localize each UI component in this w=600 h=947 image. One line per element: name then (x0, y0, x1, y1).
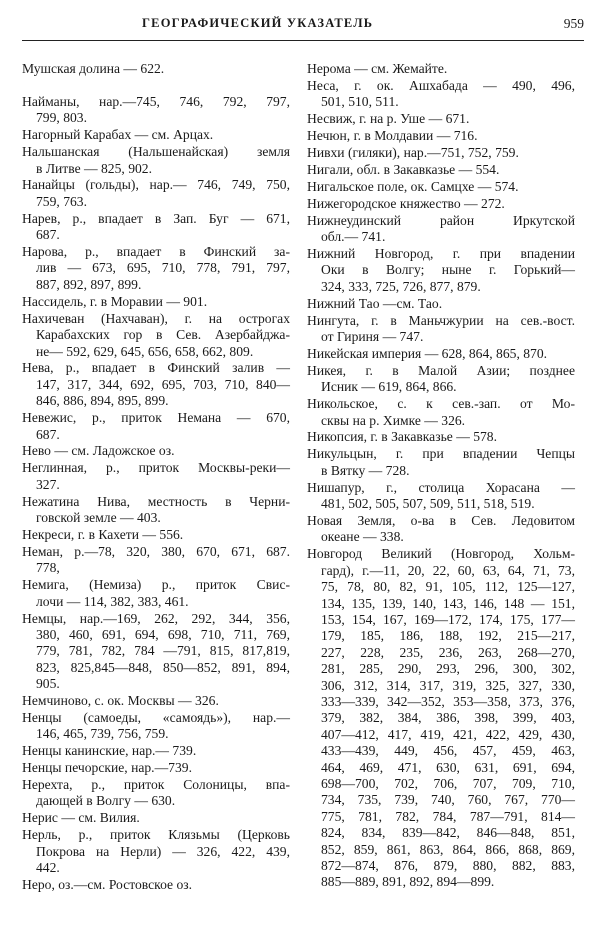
entry-headline: Нингута, г. в Маньчжурии на сев.-вост. (307, 312, 575, 328)
entry-continuation: 153, 154, 167, 169—172, 174, 175, 177— (321, 611, 575, 627)
entry-continuation: гард), г.—11, 20, 22, 60, 63, 64, 71, 73, (321, 562, 575, 578)
entry-continuation: 846, 886, 894, 895, 899. (36, 393, 169, 409)
entry-headline: Нишапур, г., столица Хорасана — (307, 479, 575, 495)
index-entry (22, 810, 290, 826)
index-entry (22, 144, 290, 177)
entry-continuation: 324, 333, 725, 726, 877, 879. (321, 278, 481, 294)
entry-continuation: дающей в Волгу — 630. (36, 793, 176, 809)
entry-headline: Невежис, р., приток Немана — 670, (22, 410, 290, 426)
entry-headline: Неглинная, р., приток Москвы-реки— (22, 460, 290, 476)
entry-headline: Нижнеудинский район Иркутской (307, 212, 575, 228)
index-entry (307, 111, 575, 127)
entry-continuation: Исник — 619, 864, 866. (321, 379, 457, 395)
left-column (22, 61, 290, 894)
index-entry (307, 162, 575, 178)
entry-continuation: от Гириня — 747. (321, 329, 424, 344)
index-entry (307, 313, 575, 346)
entry-headline: Несвиж, г. на р. Уше — 671. (307, 111, 470, 127)
index-entry (307, 179, 575, 195)
entry-continuation: 734, 735, 739, 740, 760, 767, 770— (321, 792, 575, 808)
entry-continuation: 134, 135, 139, 140, 143, 146, 148 — 151, (321, 595, 575, 611)
index-entry (307, 246, 575, 295)
index-entry (22, 127, 290, 143)
index-entry (22, 360, 290, 409)
entry-headline: Никейская империя — 628, 864, 865, 870. (307, 345, 548, 361)
right-column (307, 61, 575, 891)
entry-continuation: 823, 825,845—848, 850—852, 891, 894, (36, 659, 290, 675)
entry-continuation: 885—889, 891, 892, 894—899. (321, 874, 495, 890)
entry-headline: Нанайцы (гольды), нар.— 746, 749, 750, (22, 177, 290, 193)
entry-continuation: 778, (36, 560, 60, 576)
entry-headline: Нерис — см. Вилия. (22, 810, 140, 826)
entry-headline: Никопсия, г. в Закавказье — 578. (307, 429, 497, 445)
entry-headline: Нивхи (гиляки), нар.—751, 752, 759. (307, 145, 519, 161)
entry-continuation: 698—700, 702, 706, 707, 709, 710, (321, 775, 575, 791)
entry-continuation: 327. (36, 476, 60, 492)
index-entry (22, 877, 290, 893)
index-entry (22, 611, 290, 693)
entry-headline: Ненцы печорские, нар.—739. (22, 760, 192, 776)
entry-headline: Ненцы канинские, нар.— 739. (22, 743, 197, 759)
entry-headline: Нарев, р., впадает в Зап. Буг — 671, (22, 210, 290, 226)
index-entry (22, 311, 290, 360)
entry-continuation: обл.— 741. (321, 229, 386, 245)
index-entry (307, 196, 575, 212)
entry-continuation: 799, 803. (36, 110, 87, 126)
entry-continuation: 379, 382, 384, 386, 398, 399, 403, (321, 710, 575, 726)
index-entry (307, 546, 575, 891)
index-entry (307, 128, 575, 144)
entry-continuation: 442. (36, 860, 60, 876)
entry-continuation: 147, 317, 344, 692, 695, 703, 710, 840— (36, 376, 290, 392)
entry-headline: Немчиново, с. ок. Москвы — 326. (22, 693, 219, 709)
entry-headline: Нагорный Карабах — см. Арцах. (22, 127, 214, 143)
entry-continuation: 179, 185, 186, 188, 192, 215—217, (321, 628, 575, 644)
entry-continuation: 306, 312, 314, 317, 319, 325, 327, 330, (321, 677, 575, 693)
entry-continuation: 687. (36, 426, 60, 442)
index-entry (307, 296, 575, 312)
entry-headline: Мушская долина — 622. (22, 61, 165, 76)
entry-headline: Нахичеван (Нахчаван), г. на острогах (22, 310, 290, 326)
index-entry (22, 760, 290, 776)
running-header (22, 12, 584, 41)
index-entry (22, 410, 290, 443)
entry-continuation: 380, 460, 691, 694, 698, 710, 711, 769, (36, 626, 290, 642)
entry-headline: Нижний Новгород, г. при впадении (307, 245, 575, 261)
index-entry (307, 363, 575, 396)
index-entry (22, 743, 290, 759)
index-entry (22, 777, 290, 810)
entry-continuation: в Литве — 825, 902. (36, 160, 152, 176)
index-entry (307, 480, 575, 513)
entry-headline: Нальшанская (Нальшенайская) земля (22, 144, 290, 160)
index-entry (307, 78, 575, 111)
entry-headline: Новая Земля, о-ва в Сев. Ледовитом (307, 512, 575, 528)
index-entry (307, 145, 575, 161)
index-entry (307, 61, 575, 77)
entry-headline: Немцы, нар.—169, 262, 292, 344, 356, (22, 610, 290, 626)
entry-headline: Неса, г. ок. Ашхабада — 490, 496, (307, 77, 575, 93)
index-entry (307, 346, 575, 362)
entry-headline: Нерома — см. Жемайте. (307, 61, 448, 76)
entry-continuation: 281, 285, 290, 293, 296, 300, 302, (321, 661, 575, 677)
entry-headline: Новгород Великий (Новгород, Хольм- (307, 546, 575, 562)
entry-continuation: не— 592, 629, 645, 656, 658, 662, 809. (36, 343, 254, 359)
entry-continuation: 75, 78, 80, 82, 91, 105, 112, 125—127, (321, 579, 575, 595)
entry-continuation: 687. (36, 227, 60, 243)
index-entry (22, 177, 290, 210)
index-entry (22, 61, 290, 77)
entry-continuation: 872—874, 876, 879, 880, 882, 883, (321, 858, 575, 873)
entry-headline: Найманы, нар.—745, 746, 792, 797, (22, 93, 290, 109)
entry-continuation: Оки в Волгу; ныне г. Горький— (321, 262, 575, 278)
entry-continuation: сквы на р. Химке — 326. (321, 412, 466, 428)
entry-continuation: Покрова на Нерли) — 326, 422, 439, (36, 843, 290, 859)
entry-headline: Неман, р.—78, 320, 380, 670, 671, 687. (22, 543, 290, 559)
entry-headline: Нева, р., впадает в Финский залив — (22, 360, 290, 376)
entry-headline: Никульцын, г. при впадении Чепцы (307, 446, 575, 462)
index-entry (22, 460, 290, 493)
entry-headline: Нигальское поле, ок. Самцхе — 574. (307, 178, 519, 194)
entry-headline: Нассидель, г. в Моравии — 901. (22, 293, 208, 309)
entry-headline: Нижний Тао —см. Тао. (307, 295, 443, 311)
index-entry (307, 213, 575, 246)
entry-continuation: 464, 469, 471, 630, 631, 691, 694, (321, 759, 575, 775)
entry-headline: Нерехта, р., приток Солоницы, впа- (22, 777, 290, 793)
index-entry (22, 544, 290, 577)
entry-continuation: 775, 781, 782, 784, 787—791, 814— (321, 808, 575, 824)
index-entry (22, 827, 290, 876)
entry-continuation: 227, 228, 235, 236, 263, 268—270, (321, 644, 575, 660)
header-title: ГЕОГРАФИЧЕСКИЙ УКАЗАТЕЛЬ (142, 16, 374, 30)
entry-headline: Нарова, р., впадает в Финский за- (22, 244, 290, 260)
entry-headline: Ненцы (самоеды, «самоядь»), нар.— (22, 709, 290, 725)
entry-headline: Неро, оз.—см. Ростовское оз. (22, 877, 193, 892)
entry-headline: Некреси, г. в Кахети — 556. (22, 526, 184, 542)
entry-headline: Нигали, обл. в Закавказье — 554. (307, 161, 500, 177)
entry-headline: Нечюн, г. в Молдавии — 716. (307, 128, 478, 144)
entry-headline: Нерль, р., приток Клязьмы (Церковь (22, 827, 290, 843)
index-entry (307, 429, 575, 445)
entry-continuation: лив — 673, 695, 710, 778, 791, 797, (36, 260, 290, 276)
index-entry (307, 513, 575, 546)
index-entry (307, 396, 575, 429)
index-entry (22, 244, 290, 293)
entry-continuation: говской земле — 403. (36, 510, 161, 526)
entry-headline: Нежатина Нива, местность в Черни- (22, 493, 290, 509)
index-entry (22, 710, 290, 743)
entry-continuation: 407—412, 417, 419, 421, 422, 429, 430, (321, 726, 575, 742)
entry-continuation: 433—439, 449, 456, 457, 459, 463, (321, 743, 575, 759)
entry-continuation: 333—339, 342—352, 353—358, 373, 376, (321, 693, 575, 709)
entry-headline: Немига, (Немиза) р., приток Свис- (22, 577, 290, 593)
entry-headline: Никольское, с. к сев.-зап. от Мо- (307, 396, 575, 412)
entry-continuation: Карабахских гор в Сев. Азербайджа- (36, 327, 290, 343)
entry-continuation: океане — 338. (321, 529, 404, 545)
spacer (22, 78, 290, 94)
entry-headline: Нево — см. Ладожское оз. (22, 443, 175, 459)
page-number: 959 (563, 16, 584, 31)
entry-continuation: в Вятку — 728. (321, 462, 410, 478)
entry-continuation: 501, 510, 511. (321, 94, 399, 110)
entry-continuation: 852, 859, 861, 863, 864, 866, 868, 869, (321, 841, 575, 857)
entry-continuation: 759, 763. (36, 193, 87, 209)
entry-continuation: 146, 465, 739, 756, 759. (36, 726, 169, 742)
index-entry (307, 446, 575, 479)
entry-continuation: 905. (36, 676, 60, 692)
index-entry (22, 443, 290, 459)
index-entry (22, 294, 290, 310)
entry-continuation: 887, 892, 897, 899. (36, 276, 142, 292)
entry-continuation: лочи — 114, 382, 383, 461. (36, 593, 189, 609)
entry-continuation: 779, 781, 782, 784 —791, 815, 817,819, (36, 643, 290, 659)
index-entry (22, 577, 290, 610)
index-entry (22, 494, 290, 527)
entry-headline: Нижегородское княжество — 272. (307, 195, 505, 211)
entry-continuation: 481, 502, 505, 507, 509, 511, 518, 519. (321, 496, 535, 512)
index-entry (22, 693, 290, 709)
index-entry (22, 94, 290, 127)
index-entry (22, 527, 290, 543)
entry-headline: Никея, г. в Малой Азии; позднее (307, 362, 575, 378)
index-entry (22, 211, 290, 244)
entry-continuation: 824, 834, 839—842, 846—848, 851, (321, 825, 575, 841)
